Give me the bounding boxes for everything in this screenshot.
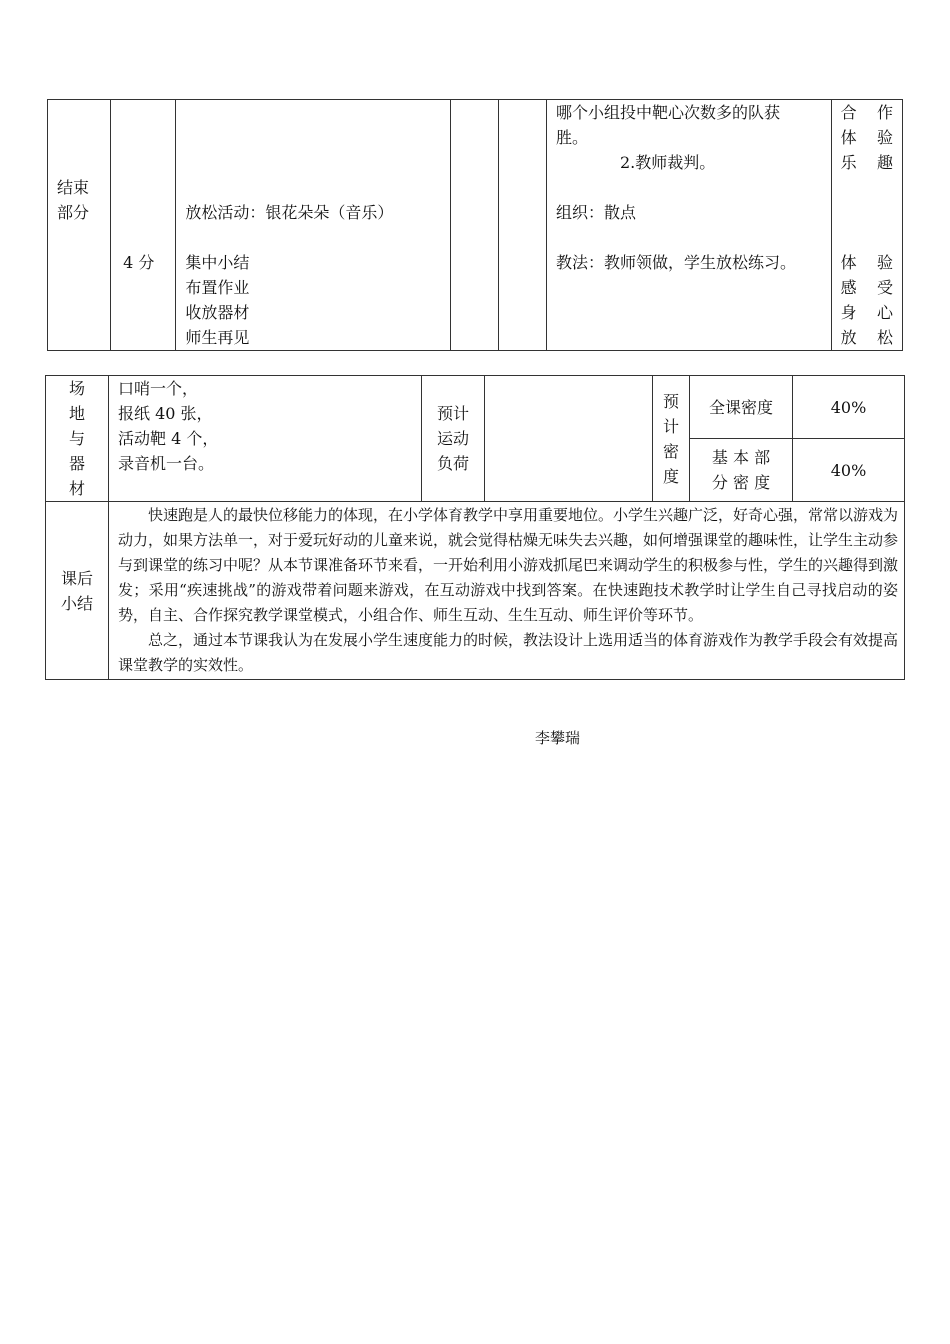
reflection-label-line: 小结	[60, 593, 93, 613]
goal-cell	[831, 100, 902, 351]
equipment-item: 活动靶 4 个，	[118, 429, 219, 448]
equipment-list-cell	[109, 376, 422, 502]
density-label-char: 度	[662, 466, 679, 486]
reflection-text-cell	[109, 502, 905, 680]
basic-density-value-cell	[793, 439, 905, 502]
goal-line: 体 验	[840, 253, 893, 272]
equipment-item: 报纸 40 张，	[118, 404, 213, 423]
method-line: 胜。	[555, 128, 588, 147]
reflection-paragraph: 总之，通过本节课我认为在发展小学生速度能力的时候，教法设计上选用适当的体育游戏作为教学手段会有效提高课堂教学的实效性。	[118, 631, 899, 674]
section-label-cell	[48, 100, 111, 351]
load-label-line: 运动	[436, 429, 469, 448]
section-label-line: 结束	[57, 178, 90, 197]
equipment-label-char: 材	[68, 479, 85, 498]
equipment-label-char: 场	[68, 379, 85, 398]
basic-density-label: 基 本 部	[711, 448, 771, 467]
empty-cell	[451, 100, 499, 351]
goal-line: 放 松	[840, 328, 893, 347]
duration-cell	[111, 100, 176, 351]
equipment-reflection-table	[45, 375, 905, 680]
density-label-char: 预	[662, 391, 679, 411]
method-line: 组织：散点	[555, 203, 636, 222]
goal-line: 合 作	[840, 103, 893, 122]
goal-line: 感 受	[840, 278, 893, 297]
method-line: 哪个小组投中靶心次数多的队获	[555, 103, 780, 122]
full-density-label: 全课密度	[708, 397, 773, 417]
method-cell	[546, 100, 831, 351]
full-density-value-cell	[793, 376, 905, 439]
goal-line: 乐 趣	[840, 153, 893, 172]
basic-density-label: 分 密 度	[711, 473, 771, 492]
equipment-item: 口哨一个，	[118, 379, 199, 398]
load-value-cell	[485, 376, 653, 502]
full-density-value: 40%	[830, 397, 867, 417]
reflection-paragraph: 快速跑是人的最快位移能力的体现，在小学体育教学中享用重要地位。小学生兴趣广泛，好奇心强，常常以游戏为动力，如果方法单一，对于爱玩好动的儿童来说，就会觉得枯燥无味失去兴趣，如何增强课堂的趣味性，让学生主动参与到课堂的练习中呢？从本节课准备环节来看，一开始利用小游戏抓尾巴来调动学生的积极参与性，学生的兴趣得到激发；采用“疾速挑战”的游戏带着问题来游戏，在互动游戏中找到答案。在快速跑技术教学时让学生自己寻找启动的姿势，自主、合作探究教学课堂模式，小组合作、师生互动、生生互动、师生评价等环节。	[118, 506, 899, 624]
empty-cell	[499, 100, 547, 351]
content-line: 师生再见	[185, 328, 250, 347]
ending-section-table	[47, 99, 903, 351]
equipment-label-char: 器	[68, 454, 85, 473]
content-line: 放松活动：银花朵朵（音乐）	[185, 203, 394, 222]
author-name: 李攀瑞	[535, 729, 581, 747]
content-line: 布置作业	[185, 278, 250, 297]
duration-text: 4 分	[123, 253, 155, 272]
reflection-label-line: 课后	[60, 568, 93, 588]
full-density-label-cell	[690, 376, 793, 439]
content-cell	[176, 100, 451, 351]
content-line: 收放器材	[185, 303, 250, 322]
goal-line: 身 心	[840, 303, 893, 322]
equipment-label-char: 与	[68, 429, 85, 448]
load-label-line: 负荷	[436, 454, 469, 473]
basic-density-value: 40%	[830, 460, 867, 480]
equipment-item: 录音机一台。	[118, 454, 215, 473]
load-label-cell	[422, 376, 485, 502]
content-line: 集中小结	[185, 253, 250, 272]
density-label-char: 计	[662, 416, 679, 436]
equipment-label-cell	[46, 376, 109, 502]
equipment-label-char: 地	[68, 404, 85, 423]
load-label-line: 预计	[436, 404, 469, 423]
basic-density-label-cell	[690, 439, 793, 502]
goal-line: 体 验	[840, 128, 893, 147]
density-label-char: 密	[662, 441, 679, 461]
method-line: 2.教师裁判。	[619, 153, 716, 172]
section-label-line: 部分	[57, 203, 90, 222]
reflection-label-cell	[46, 502, 109, 680]
density-label-cell	[653, 376, 690, 502]
method-line: 教法：教师领做，学生放松练习。	[555, 253, 796, 272]
